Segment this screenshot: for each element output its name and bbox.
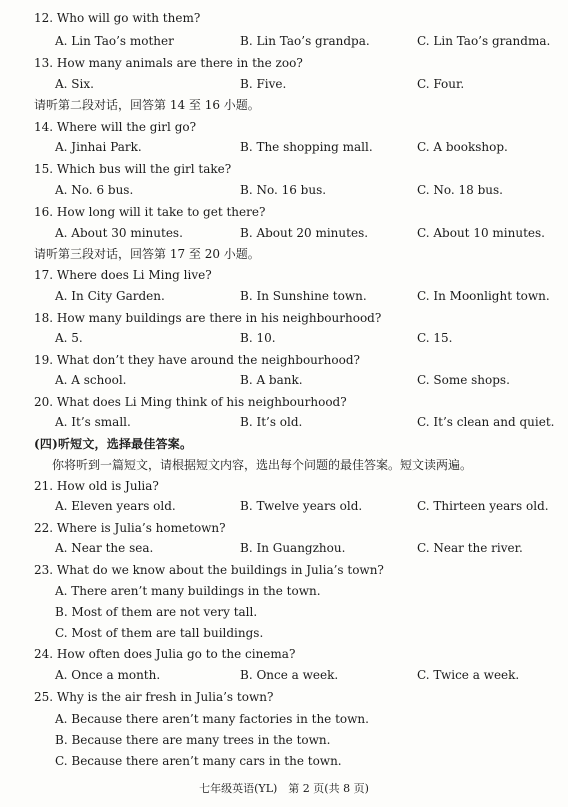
option-c: C. Four. [417,77,465,91]
question-stem: 17. Where does Li Ming live? [34,268,212,282]
option-a: A. In City Garden. [55,289,165,303]
option-c: C. 15. [417,331,453,345]
question-stem: 21. How old is Julia? [34,479,159,493]
part-4-instructions: 你将听到一篇短文，请根据短文内容，选出每个问题的最佳答案。短文读两遍。 [52,458,473,472]
option-a: A. No. 6 bus. [55,183,134,197]
option-c: C. Near the river. [417,541,523,555]
option-c: C. Some shops. [417,373,510,387]
option-b: B. Twelve years old. [240,499,363,513]
option-b: B. The shopping mall. [240,140,373,154]
question-stem: 25. Why is the air fresh in Julia’s town? [34,690,274,704]
option-a: A. Because there aren’t many factories in the town. [55,712,369,726]
option-b: B. In Sunshine town. [240,289,367,303]
option-a: A. Lin Tao’s mother [55,34,174,48]
option-a: A. Six. [55,77,94,91]
question-stem: 20. What does Li Ming think of his neighbourhood? [34,395,347,409]
option-b: B. 10. [240,331,276,345]
option-a: A. Near the sea. [55,541,154,555]
option-b: B. No. 16 bus. [240,183,327,197]
option-c: C. Twice a week. [417,668,520,682]
option-c: C. It’s clean and quiet. [417,415,555,429]
option-b: B. About 20 minutes. [240,226,369,240]
question-stem: 16. How long will it take to get there? [34,205,266,219]
option-a: A. Once a month. [55,668,161,682]
option-c: C. No. 18 bus. [417,183,503,197]
option-a: A. 5. [55,331,83,345]
option-b: B. In Guangzhou. [240,541,346,555]
question-stem: 18. How many buildings are there in his neighbourhood? [34,311,382,325]
question-stem: 12. Who will go with them? [34,11,201,25]
section-instruction-text: 请听第三段对话，回答第 17 至 20 小题。 [34,247,260,261]
option-c: C. Thirteen years old. [417,499,549,513]
question-stem: 19. What don’t they have around the neighbourhood? [34,353,360,367]
section-instruction-text: 请听第二段对话，回答第 14 至 16 小题。 [34,98,260,112]
page-footer: 七年级英语(YL) 第 2 页(共 8 页) [199,782,369,795]
option-b: B. Because there are many trees in the town. [55,733,331,747]
option-c: C. Lin Tao’s grandma. [417,34,551,48]
option-b: B. Most of them are not very tall. [55,605,258,619]
part-4-title: (四)听短文，选择最佳答案。 [34,437,193,451]
question-stem: 22. Where is Julia’s hometown? [34,521,226,535]
option-a: A. It’s small. [55,415,131,429]
option-a: A. About 30 minutes. [55,226,183,240]
option-b: B. Five. [240,77,287,91]
question-stem: 23. What do we know about the buildings in Julia’s town? [34,563,384,577]
option-b: B. Lin Tao’s grandpa. [240,34,370,48]
option-c: C. Because there aren’t many cars in the town. [55,754,342,768]
question-stem: 13. How many animals are there in the zoo? [34,56,303,70]
option-b: B. Once a week. [240,668,339,682]
option-b: B. It’s old. [240,415,303,429]
question-stem: 14. Where will the girl go? [34,120,197,134]
option-c: C. A bookshop. [417,140,508,154]
option-a: A. Eleven years old. [55,499,176,513]
option-a: A. Jinhai Park. [55,140,142,154]
option-c: C. About 10 minutes. [417,226,545,240]
option-c: C. In Moonlight town. [417,289,550,303]
question-stem: 15. Which bus will the girl take? [34,162,232,176]
question-stem: 24. How often does Julia go to the cinema? [34,647,296,661]
option-c: C. Most of them are tall buildings. [55,626,264,640]
option-b: B. A bank. [240,373,303,387]
option-a: A. There aren’t many buildings in the town. [55,584,321,598]
option-a: A. A school. [55,373,127,387]
